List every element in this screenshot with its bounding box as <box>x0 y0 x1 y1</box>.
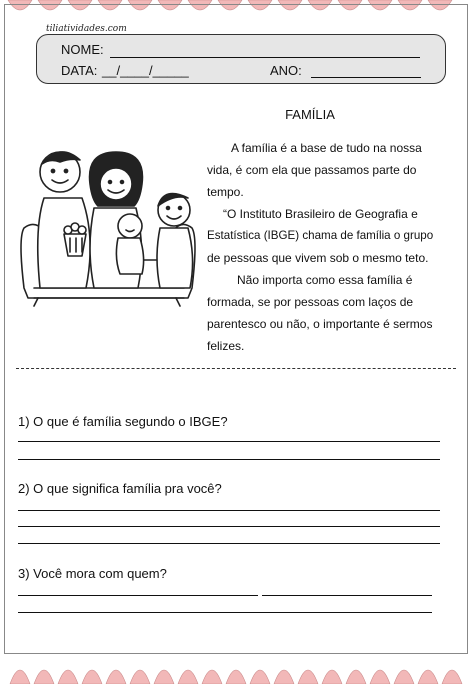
date-field[interactable]: __/____/_____ <box>102 63 189 78</box>
answer-line[interactable] <box>18 526 440 527</box>
paragraph-1-line-2: vida, é com ela que passamos parte do <box>207 163 417 177</box>
question-1: 1) O que é família segundo o IBGE? <box>18 414 228 429</box>
name-label: NOME: <box>61 42 104 57</box>
paragraph-1 <box>207 137 457 203</box>
paragraph-3-line-2: formada, se por pessoas com laços de <box>207 295 414 309</box>
answer-line[interactable] <box>262 595 432 596</box>
answer-line[interactable] <box>18 612 432 613</box>
paragraph-3-line-3: parentesco ou não, o importante é sermos <box>207 317 433 331</box>
question-3: 3) Você mora com quem? <box>18 566 167 581</box>
section-divider <box>16 368 456 370</box>
scallop-border-bottom <box>0 654 474 684</box>
paragraph-2-line-3: de pessoas que vivem sob o mesmo teto. <box>207 251 429 265</box>
name-field[interactable] <box>110 57 420 58</box>
family-illustration <box>14 138 202 310</box>
answer-line[interactable] <box>18 595 258 596</box>
paragraph-1-line-1: A família é a base de tudo na nossa <box>231 141 422 155</box>
paragraph-2-line-1: “O Instituto Brasileiro de Geografia e <box>223 207 418 221</box>
answer-line[interactable] <box>18 441 440 442</box>
answer-line[interactable] <box>18 459 440 460</box>
answer-line[interactable] <box>18 543 440 544</box>
date-label: DATA: <box>61 63 98 78</box>
text-title: FAMÍLIA <box>285 107 335 122</box>
paragraph-2 <box>207 203 457 269</box>
year-label: ANO: <box>270 63 302 78</box>
brand-watermark: tiliatividades.com <box>46 24 127 34</box>
paragraph-3-line-4: felizes. <box>207 339 245 353</box>
paragraph-3-line-1: Não importa como essa família é <box>237 273 413 287</box>
answer-line[interactable] <box>18 510 440 511</box>
year-field[interactable] <box>311 77 421 78</box>
paragraph-3 <box>207 269 457 357</box>
paragraph-2-line-2: Estatística (IBGE) chama de família o grupo <box>207 229 434 242</box>
paragraph-1-line-3: tempo. <box>207 185 244 199</box>
question-2: 2) O que significa família pra você? <box>18 481 222 496</box>
